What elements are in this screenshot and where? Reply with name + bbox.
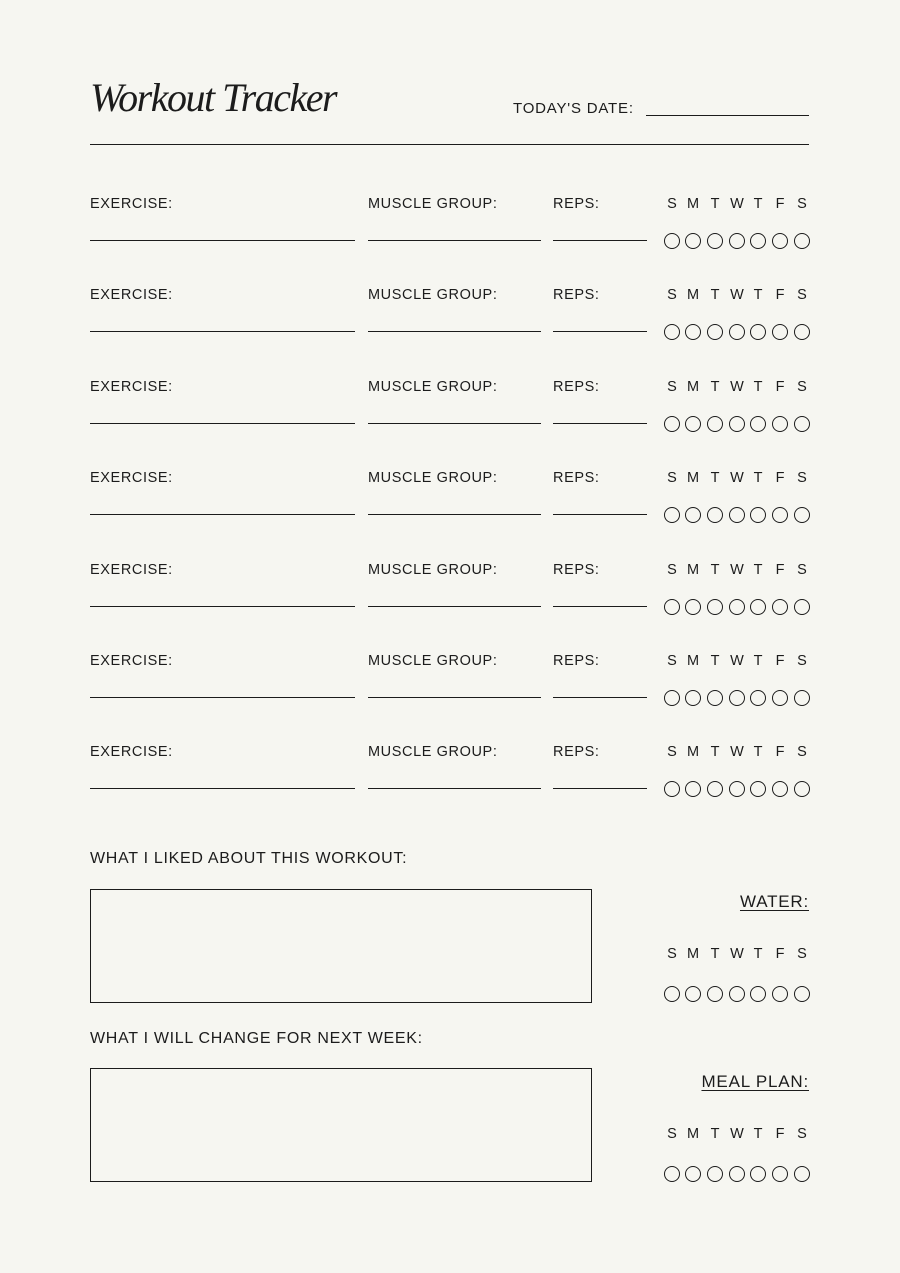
date-field[interactable] (646, 115, 809, 116)
date-label: TODAY'S DATE: (513, 100, 634, 117)
exercise-row (0, 196, 900, 287)
day-checkbox[interactable] (772, 1166, 788, 1182)
day-checkbox[interactable] (772, 690, 788, 706)
day-label: W (730, 470, 744, 487)
day-checkbox[interactable] (794, 507, 810, 523)
day-label: F (775, 653, 785, 669)
day-label: F (775, 378, 785, 395)
day-checkbox[interactable] (729, 233, 745, 249)
day-checkbox[interactable] (772, 507, 788, 523)
day-checkbox[interactable] (750, 781, 766, 797)
muscle-group-label: MUSCLE GROUP: (368, 470, 498, 487)
day-label: T (753, 196, 763, 212)
day-checkbox[interactable] (772, 416, 788, 432)
day-label: W (730, 196, 744, 212)
day-label: T (710, 561, 720, 578)
exercise-field[interactable] (90, 423, 355, 424)
exercise-label: EXERCISE: (90, 561, 173, 578)
day-label: T (710, 378, 720, 395)
day-label: T (753, 378, 763, 395)
exercise-row (0, 287, 900, 378)
reps-field[interactable] (553, 423, 647, 424)
day-checkbox[interactable] (685, 599, 701, 615)
reps-field[interactable] (553, 331, 647, 332)
exercise-row (0, 744, 900, 835)
day-label: S (667, 1126, 677, 1142)
day-label: M (686, 946, 700, 962)
day-label: F (775, 196, 785, 212)
day-label: S (667, 653, 677, 669)
meal-plan-heading: MEAL PLAN: (701, 1072, 809, 1091)
day-checkbox[interactable] (664, 507, 680, 523)
day-label: T (710, 470, 720, 487)
day-checkbox[interactable] (707, 507, 723, 523)
exercise-label: EXERCISE: (90, 287, 173, 304)
muscle-group-label: MUSCLE GROUP: (368, 196, 498, 212)
day-label: T (753, 744, 763, 761)
day-label: F (775, 470, 785, 487)
day-checkbox[interactable] (729, 416, 745, 432)
exercise-row (0, 653, 900, 744)
day-checkbox[interactable] (664, 986, 680, 1002)
day-checkbox[interactable] (707, 233, 723, 249)
day-checkbox[interactable] (750, 324, 766, 340)
day-checkbox[interactable] (664, 1166, 680, 1182)
day-label: S (667, 744, 677, 761)
day-label: T (753, 946, 763, 962)
day-label: S (667, 946, 677, 962)
day-checkbox[interactable] (664, 233, 680, 249)
day-checkbox[interactable] (685, 986, 701, 1002)
day-label: T (710, 287, 720, 304)
reps-label: REPS: (553, 287, 600, 304)
day-label: S (797, 1126, 807, 1142)
muscle-group-field[interactable] (368, 697, 541, 698)
day-checkbox[interactable] (750, 233, 766, 249)
day-checkbox[interactable] (729, 1166, 745, 1182)
day-label: S (797, 561, 807, 578)
day-label: S (667, 196, 677, 212)
day-label: M (686, 653, 700, 669)
day-label: T (710, 653, 720, 669)
day-checkbox[interactable] (707, 986, 723, 1002)
day-label: M (686, 287, 700, 304)
day-label: S (797, 653, 807, 669)
day-label: T (710, 1126, 720, 1142)
exercise-label: EXERCISE: (90, 378, 173, 395)
day-label: W (730, 561, 744, 578)
day-label: M (686, 744, 700, 761)
day-label: T (710, 196, 720, 212)
exercise-field[interactable] (90, 788, 355, 789)
day-label: S (797, 196, 807, 212)
day-label: T (753, 653, 763, 669)
day-checkbox[interactable] (707, 324, 723, 340)
reps-field[interactable] (553, 514, 647, 515)
muscle-group-field[interactable] (368, 331, 541, 332)
day-label: M (686, 470, 700, 487)
reps-label: REPS: (553, 196, 600, 212)
day-label: S (797, 287, 807, 304)
day-checkbox[interactable] (664, 416, 680, 432)
day-label: F (775, 744, 785, 761)
day-label: T (753, 561, 763, 578)
reps-field[interactable] (553, 240, 647, 241)
day-checkbox[interactable] (664, 599, 680, 615)
day-checkbox[interactable] (750, 416, 766, 432)
day-checkbox[interactable] (794, 233, 810, 249)
reps-label: REPS: (553, 561, 600, 578)
day-checkbox[interactable] (685, 233, 701, 249)
header-divider (90, 144, 809, 145)
day-label: F (775, 287, 785, 304)
exercise-field[interactable] (90, 331, 355, 332)
day-checkbox[interactable] (750, 507, 766, 523)
day-checkbox[interactable] (664, 690, 680, 706)
change-label: WHAT I WILL CHANGE FOR NEXT WEEK: (90, 1030, 423, 1047)
day-label: W (730, 744, 744, 761)
liked-label: WHAT I LIKED ABOUT THIS WORKOUT: (90, 850, 408, 867)
day-label: S (667, 561, 677, 578)
day-label: T (710, 946, 720, 962)
day-checkbox[interactable] (772, 233, 788, 249)
water-tracker (0, 946, 900, 1006)
day-label: W (730, 946, 744, 962)
day-label: S (797, 378, 807, 395)
day-label: T (710, 744, 720, 761)
muscle-group-field[interactable] (368, 788, 541, 789)
muscle-group-field[interactable] (368, 240, 541, 241)
day-checkbox[interactable] (685, 1166, 701, 1182)
day-label: T (753, 470, 763, 487)
meal-plan-tracker (0, 1126, 900, 1186)
exercise-label: EXERCISE: (90, 744, 173, 761)
day-checkbox[interactable] (794, 324, 810, 340)
reps-field[interactable] (553, 697, 647, 698)
day-checkbox[interactable] (707, 599, 723, 615)
day-checkbox[interactable] (794, 416, 810, 432)
day-checkbox[interactable] (750, 599, 766, 615)
day-label: F (775, 561, 785, 578)
exercise-field[interactable] (90, 514, 355, 515)
day-checkbox[interactable] (794, 986, 810, 1002)
day-checkbox[interactable] (729, 324, 745, 340)
day-checkbox[interactable] (729, 781, 745, 797)
day-checkbox[interactable] (707, 690, 723, 706)
day-checkbox[interactable] (729, 986, 745, 1002)
muscle-group-field[interactable] (368, 514, 541, 515)
day-checkbox[interactable] (794, 599, 810, 615)
day-checkbox[interactable] (664, 781, 680, 797)
day-checkbox[interactable] (707, 1166, 723, 1182)
day-checkbox[interactable] (685, 507, 701, 523)
day-checkbox[interactable] (772, 986, 788, 1002)
day-label: F (775, 946, 785, 962)
exercise-label: EXERCISE: (90, 470, 173, 487)
day-label: S (667, 470, 677, 487)
exercise-field[interactable] (90, 697, 355, 698)
day-checkbox[interactable] (772, 599, 788, 615)
day-checkbox[interactable] (729, 690, 745, 706)
reps-field[interactable] (553, 606, 647, 607)
muscle-group-label: MUSCLE GROUP: (368, 653, 498, 669)
day-checkbox[interactable] (707, 781, 723, 797)
day-checkbox[interactable] (707, 416, 723, 432)
muscle-group-field[interactable] (368, 606, 541, 607)
day-label: W (730, 378, 744, 395)
muscle-group-label: MUSCLE GROUP: (368, 561, 498, 578)
exercise-label: EXERCISE: (90, 653, 173, 669)
day-label: W (730, 287, 744, 304)
day-label: S (667, 287, 677, 304)
day-checkbox[interactable] (794, 1166, 810, 1182)
muscle-group-label: MUSCLE GROUP: (368, 744, 498, 761)
day-checkbox[interactable] (794, 781, 810, 797)
page-title: Workout Tracker (90, 75, 337, 120)
day-label: S (797, 470, 807, 487)
reps-label: REPS: (553, 378, 600, 395)
day-label: M (686, 196, 700, 212)
day-label: F (775, 1126, 785, 1142)
water-heading: WATER: (739, 892, 809, 911)
day-label: M (686, 561, 700, 578)
muscle-group-field[interactable] (368, 423, 541, 424)
exercise-row (0, 562, 900, 653)
day-checkbox[interactable] (729, 507, 745, 523)
day-label: M (686, 378, 700, 395)
muscle-group-label: MUSCLE GROUP: (368, 378, 498, 395)
day-checkbox[interactable] (664, 324, 680, 340)
day-checkbox[interactable] (794, 690, 810, 706)
exercise-field[interactable] (90, 240, 355, 241)
day-checkbox[interactable] (729, 599, 745, 615)
exercise-field[interactable] (90, 606, 355, 607)
day-label: S (797, 744, 807, 761)
day-checkbox[interactable] (772, 324, 788, 340)
day-checkbox[interactable] (685, 416, 701, 432)
reps-field[interactable] (553, 788, 647, 789)
day-label: S (667, 378, 677, 395)
day-label: W (730, 1126, 744, 1142)
reps-label: REPS: (553, 470, 600, 487)
day-label: T (753, 287, 763, 304)
day-checkbox[interactable] (750, 690, 766, 706)
day-label: T (753, 1126, 763, 1142)
day-checkbox[interactable] (685, 324, 701, 340)
exercise-row (0, 379, 900, 470)
day-checkbox[interactable] (772, 781, 788, 797)
day-checkbox[interactable] (685, 690, 701, 706)
day-checkbox[interactable] (750, 986, 766, 1002)
day-label: S (797, 946, 807, 962)
day-label: W (730, 653, 744, 669)
day-label: M (686, 1126, 700, 1142)
exercise-label: EXERCISE: (90, 196, 173, 212)
reps-label: REPS: (553, 744, 600, 761)
exercise-row (0, 470, 900, 561)
reps-label: REPS: (553, 653, 600, 669)
day-checkbox[interactable] (685, 781, 701, 797)
muscle-group-label: MUSCLE GROUP: (368, 287, 498, 304)
day-checkbox[interactable] (750, 1166, 766, 1182)
